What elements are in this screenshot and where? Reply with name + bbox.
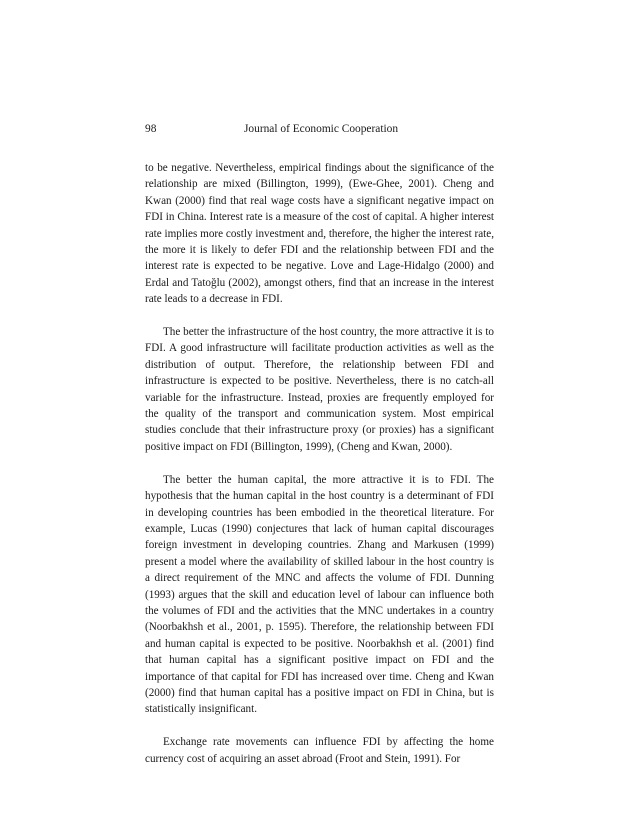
paragraph-human-capital: The better the human capital, the more attractive it is to FDI. The hypothesis that the human capital in the host country is a determinant of FDI in developing countries has been embodied in the theoretical literature. For example, Lucas (1990) conjectures that lack of human capital discourages foreign investment in developing countries. Zhang and Markusen (1999) present a model where the availability of skilled labour in the host country is a direct requirement of the MNC and affects the volume of FDI. Dunning (1993) argues that the skill and education level of labour can influence both the volumes of FDI and the activities that the MNC undertakes in a country (Noorbakhsh et al., 2001, p. 1595). Therefore, the relationship between FDI and human capital is expected to be positive. Noorbakhsh et al. (2001) find that human capital has a significant positive impact on FDI and the importance of that capital for FDI has increased over time. Cheng and Kwan (2000) find that human capital has a positive impact on FDI in China, but is statistically insignificant. [145, 473, 494, 716]
paragraph-exchange-rate: Exchange rate movements can influence FDI by affecting the home currency cost of acquiring an asset abroad (Froot and Stein, 1991). For [145, 736, 494, 765]
paragraph-continuation: to be negative. Nevertheless, empirical findings about the significance of the relationship are mixed (Billington, 1999), (Ewe-Ghee, 2001). Cheng and Kwan (2000) find that real wage costs have a significant negative impact on FDI in China. Interest rate is a measure of the cost of capital. A higher interest rate implies more costly investment and, therefore, the higher the interest rate, the more it is likely to defer FDI and the relationship between FDI and the interest rate is expected to be negative. Love and Lage-Hidalgo (2000) and Erdal and Tatoğlu (2002), amongst others, find that an increase in the interest rate leads to a decrease in FDI. [145, 162, 494, 306]
body-text [145, 160, 494, 783]
paragraph-infrastructure: The better the infrastructure of the host country, the more attractive it is to FDI. A good infrastructure will facilitate production activities as well as the distribution of output. Therefore, the relationship between FDI and infrastructure is expected to be positive. Nevertheless, there is no catch-all variable for the infrastructure. Instead, proxies are frequently employed for the quality of the transport and communication system. Most empirical studies conclude that their infrastructure proxy (or proxies) has a significant positive impact on FDI (Billington, 1999), (Cheng and Kwan, 2000). [145, 326, 494, 453]
running-header [145, 121, 494, 137]
journal-title: Journal of Economic Cooperation [244, 123, 399, 135]
page-number: 98 [145, 123, 157, 135]
